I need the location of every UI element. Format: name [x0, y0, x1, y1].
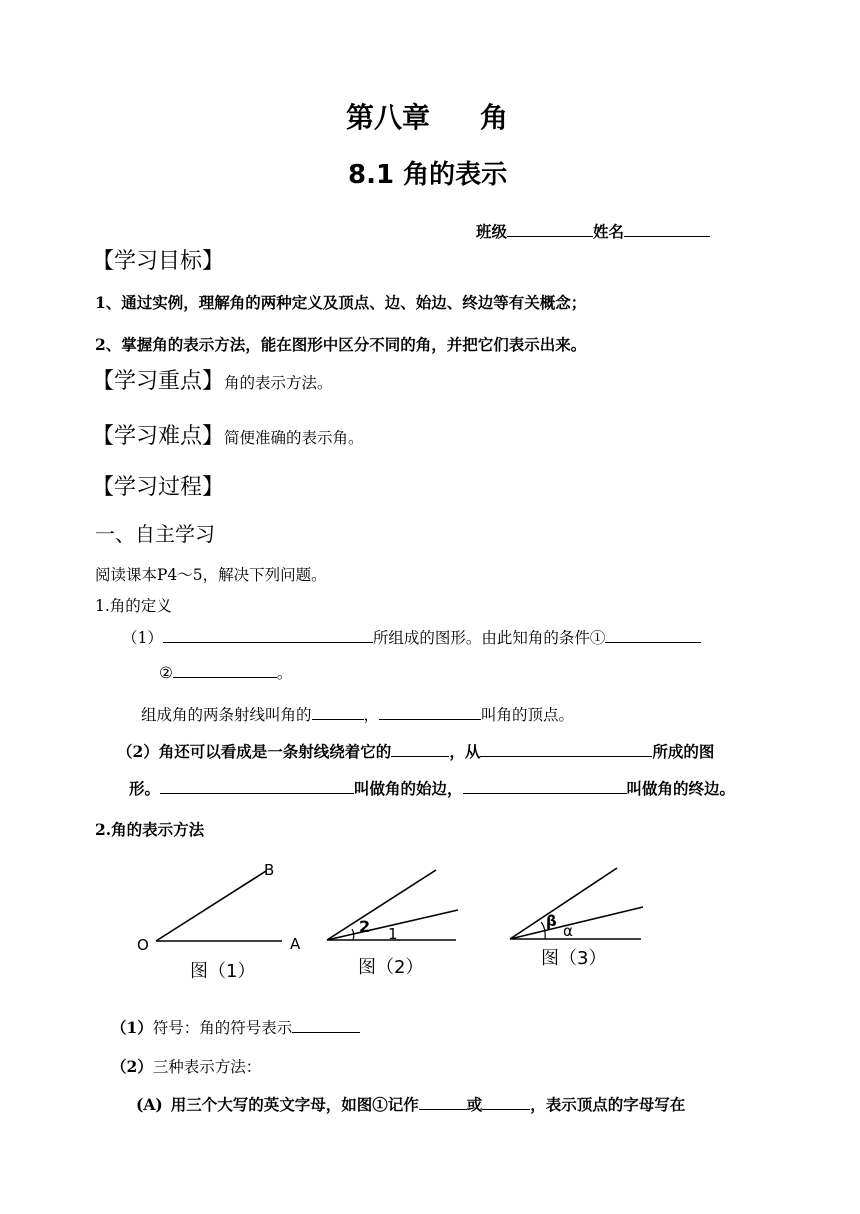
- method-a-blank-2[interactable]: [482, 1094, 530, 1110]
- label-b: B: [264, 861, 275, 879]
- class-label: 班级: [476, 222, 508, 241]
- rays-text: 组成角的两条射线叫角的: [141, 706, 312, 724]
- label-beta: β: [546, 912, 557, 930]
- key-row: [92, 364, 333, 395]
- goal-2: 2、掌握角的表示方法，能在图形中区分不同的角，并把它们表示出来。: [95, 335, 587, 354]
- endpoint-blank[interactable]: [391, 741, 449, 757]
- class-blank[interactable]: [507, 221, 593, 237]
- section-title: 8.1 角的表示: [348, 160, 508, 190]
- read-instruction: 阅读课本P4～5，解决下列问题。: [95, 566, 327, 584]
- circle-2-label: ②: [159, 664, 173, 682]
- three-methods-row: [111, 1055, 261, 1077]
- label-1: 1: [388, 925, 398, 943]
- question-1-blank-2[interactable]: [605, 627, 701, 643]
- question-1-line-2: [159, 661, 292, 683]
- method-a-blank-1[interactable]: [419, 1094, 467, 1110]
- key-text: 角的表示方法。: [224, 374, 333, 392]
- question-1-blank-1[interactable]: [163, 627, 373, 643]
- difficulty-row: [92, 419, 364, 450]
- name-label: 姓名: [593, 222, 625, 241]
- rays-comma: ，: [363, 706, 380, 724]
- vertex-text: 叫角的顶点。: [481, 706, 575, 724]
- method-heading: 2.角的表示方法: [95, 820, 205, 839]
- label-alpha: α: [563, 922, 573, 940]
- method-a-text-b: ，表示顶点的字母写在: [530, 1095, 686, 1114]
- difficulty-text: 简便准确的表示角。: [224, 429, 364, 447]
- name-blank[interactable]: [624, 221, 710, 237]
- question-2-label: （2）: [117, 742, 159, 761]
- chapter-title-text: 第八章: [346, 101, 431, 134]
- question-1-end: 。: [276, 664, 293, 682]
- question-2-line2-b: 叫做角的始边，: [354, 779, 463, 798]
- student-info: [476, 220, 710, 242]
- definition-heading: 1.角的定义: [95, 597, 172, 615]
- terminal-side-blank[interactable]: [463, 778, 627, 794]
- method-a-text: 用三个大写的英文字母，如图①记作: [170, 1095, 419, 1114]
- initial-side-blank[interactable]: [160, 778, 354, 794]
- label-2: 2: [359, 917, 371, 936]
- figure-1: [130, 855, 330, 985]
- part1-heading: 一、自主学习: [95, 522, 215, 546]
- method-a-label: (A): [136, 1095, 163, 1114]
- goals-heading: 【学习目标】: [92, 249, 225, 274]
- figure-1-caption: 图（1）: [190, 961, 256, 982]
- question-1-label: （1）: [122, 629, 163, 647]
- three-methods-label: （2）: [111, 1057, 153, 1076]
- difficulty-heading: 【学习难点】: [92, 424, 225, 449]
- question-1-line-3: [141, 703, 574, 725]
- rotation-blank[interactable]: [480, 741, 652, 757]
- vertex-blank[interactable]: [379, 704, 481, 720]
- method-a-or: 或: [466, 1095, 483, 1114]
- question-2-line-2: [129, 777, 735, 799]
- symbol-row: [111, 1016, 360, 1038]
- chapter-title: [346, 96, 508, 136]
- question-1: [122, 626, 701, 648]
- symbol-blank[interactable]: [292, 1017, 360, 1033]
- label-o: O: [137, 936, 149, 954]
- process-heading: 【学习过程】: [92, 475, 225, 500]
- question-2-line2-a: 形。: [129, 779, 161, 798]
- label-a: A: [290, 935, 301, 953]
- goal-1: 1、通过实例，理解角的两种定义及顶点、边、始边、终边等有关概念；: [95, 293, 587, 312]
- three-methods-text: 三种表示方法：: [152, 1058, 262, 1076]
- question-2-text-c: 所成的图: [652, 742, 715, 761]
- symbol-label: （1）: [111, 1018, 153, 1037]
- question-2-line2-c: 叫做角的终边。: [626, 779, 736, 798]
- symbol-text: 符号：角的符号表示: [152, 1019, 293, 1037]
- chapter-title-char: 角: [480, 101, 509, 134]
- figure-3: [505, 860, 675, 990]
- figure-2-caption: 图（2）: [358, 957, 424, 978]
- question-1-text: 所组成的图形。由此知角的条件①: [372, 629, 606, 647]
- figure-3-caption: 图（3）: [541, 948, 607, 969]
- sides-blank[interactable]: [312, 704, 364, 720]
- question-2-text-a: 角还可以看成是一条射线绕着它的: [158, 742, 392, 761]
- figure-3-middle-ray: [510, 907, 643, 939]
- figure-2-top-ray: [327, 870, 436, 940]
- method-a-row: [136, 1093, 685, 1115]
- ray-ob: [156, 871, 266, 941]
- key-heading: 【学习重点】: [92, 369, 225, 394]
- figure-2: [320, 860, 490, 990]
- question-2-text-b: ，从: [449, 742, 481, 761]
- question-1-blank-3[interactable]: [173, 662, 277, 678]
- question-2: [117, 740, 714, 762]
